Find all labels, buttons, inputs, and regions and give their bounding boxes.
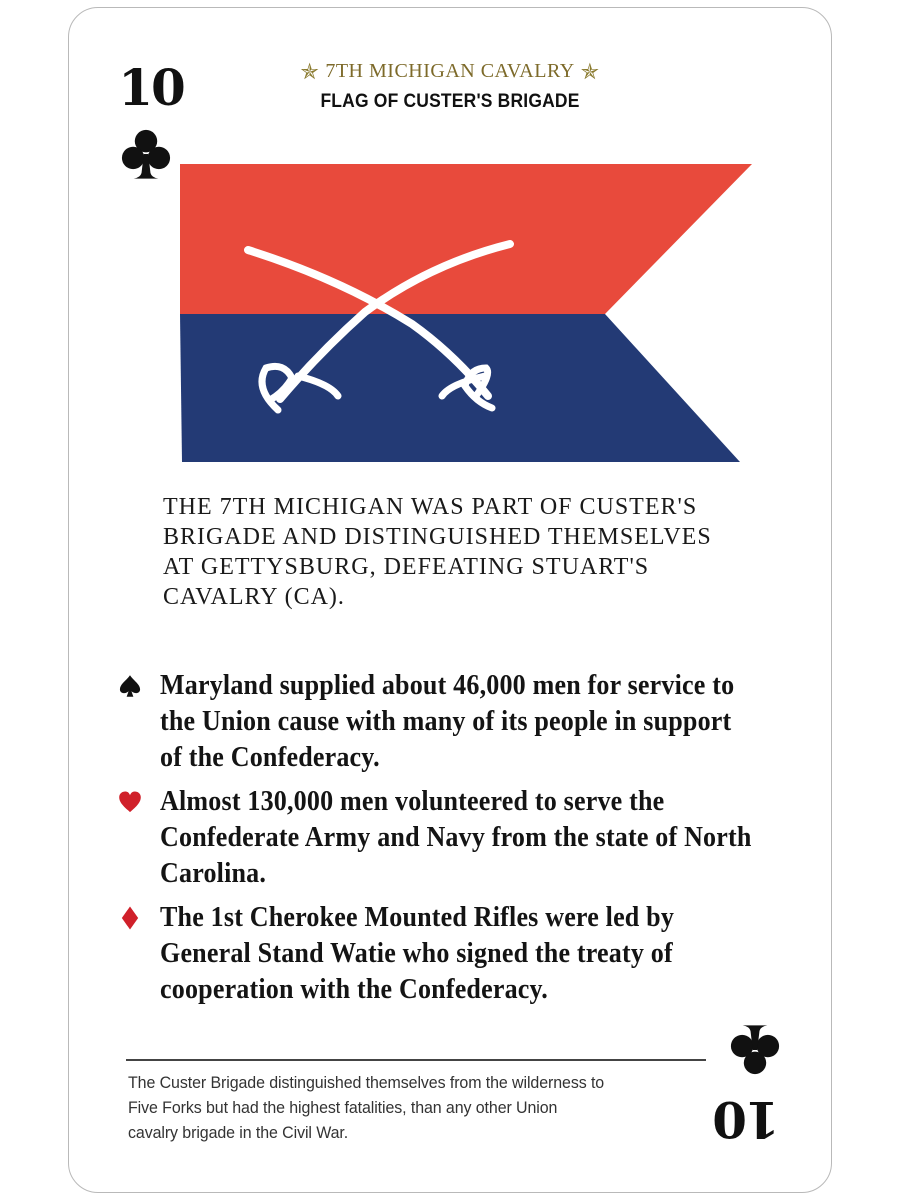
card-title-text: 7TH MICHIGAN CAVALRY (325, 60, 575, 82)
card-subtitle: FLAG OF CUSTER'S BRIGADE (320, 91, 580, 112)
fact-item (116, 668, 756, 776)
caption-line: THE 7TH MICHIGAN WAS PART OF CUSTER'S (163, 494, 698, 520)
fact-text: Almost 130,000 men volunteered to serve the Confederate Army and Navy from the state of North Carolina. (160, 786, 752, 889)
club-icon (727, 1022, 783, 1078)
star-icon: ✯ (300, 58, 320, 84)
caption-line: BRIGADE AND DISTINGUISHED THEMSELVES (163, 524, 712, 550)
caption-line: AT GETTYSBURG, DEFEATING STUART'S (163, 554, 650, 580)
card-rank: 10 (714, 1090, 780, 1149)
fact-text: The 1st Cherokee Mounted Rifles were led by General Stand Watie who signed the treaty of cooperation with the Confederacy. (160, 902, 675, 1005)
heart-icon (118, 790, 142, 814)
fact-item (116, 900, 756, 1008)
flag-caption (163, 492, 763, 612)
cavalry-guidon-flag (180, 164, 752, 464)
footer-note (128, 1070, 683, 1145)
footer-line: The Custer Brigade distinguished themselves from the wilderness to (128, 1073, 605, 1092)
footer-divider (126, 1059, 706, 1061)
star-icon: ✯ (580, 58, 600, 84)
facts-list (116, 668, 756, 1016)
fact-item (116, 784, 756, 892)
spade-icon (118, 674, 142, 698)
footer-line: Five Forks but had the highest fatalities, than any other Union (128, 1098, 558, 1117)
fact-text: Maryland supplied about 46,000 men for service to the Union cause with many of its people in support of the Confederacy. (160, 670, 735, 773)
flag-red-stripe (180, 164, 752, 314)
card-title (250, 60, 650, 83)
caption-line: CAVALRY (CA). (163, 584, 345, 610)
card-rank: 10 (118, 58, 184, 117)
diamond-icon (118, 906, 142, 930)
club-icon (118, 126, 174, 182)
card-header (250, 60, 650, 113)
footer-line: cavalry brigade in the Civil War. (128, 1123, 349, 1142)
